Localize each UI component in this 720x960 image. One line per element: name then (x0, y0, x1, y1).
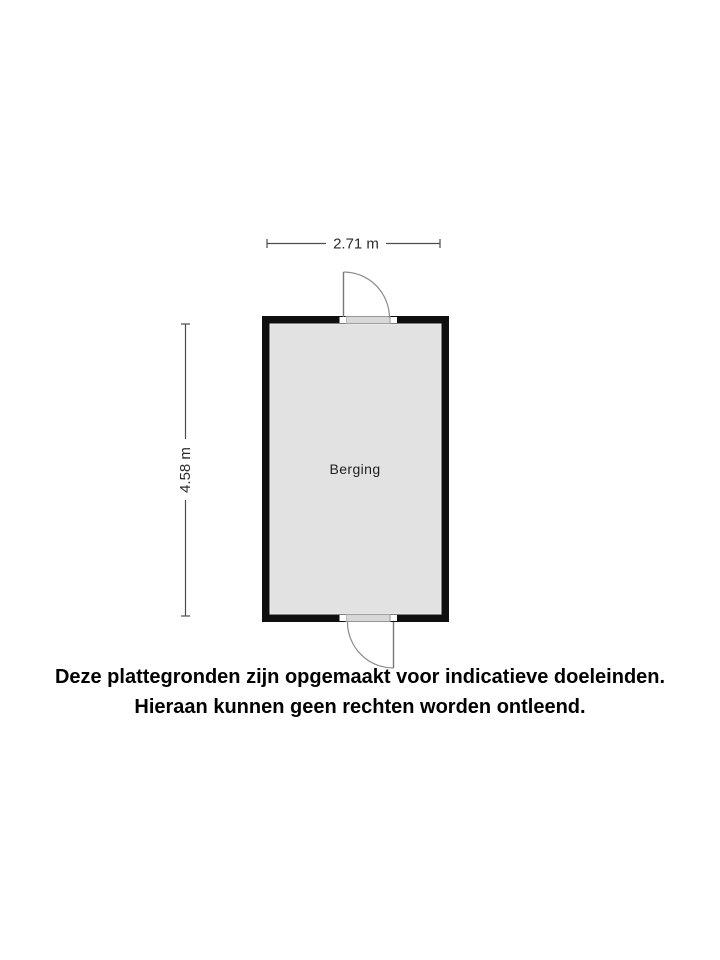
door-bottom (340, 615, 398, 669)
disclaimer-line-2: Hieraan kunnen geen rechten worden ontleend. (134, 696, 586, 718)
dimension-width-label: 2.71 m (333, 235, 379, 253)
door-bottom-jamb-right (391, 615, 398, 621)
door-top-jamb-right (391, 317, 398, 323)
door-top (340, 272, 398, 324)
disclaimer-line-1: Deze plattegronden zijn opgemaakt voor indicatieve doeleinden. (54, 666, 666, 688)
door-bottom-opening (346, 615, 390, 622)
dimension-height-label: 4.58 m (177, 447, 194, 493)
disclaimer (0, 662, 720, 722)
dimension-height (177, 324, 194, 616)
room-label: Berging (329, 461, 381, 477)
dimension-width (267, 236, 440, 253)
door-bottom-jamb-left (340, 615, 347, 621)
door-top-swing-arc (344, 272, 390, 318)
door-top-jamb-left (340, 317, 347, 323)
door-top-opening (346, 317, 390, 324)
